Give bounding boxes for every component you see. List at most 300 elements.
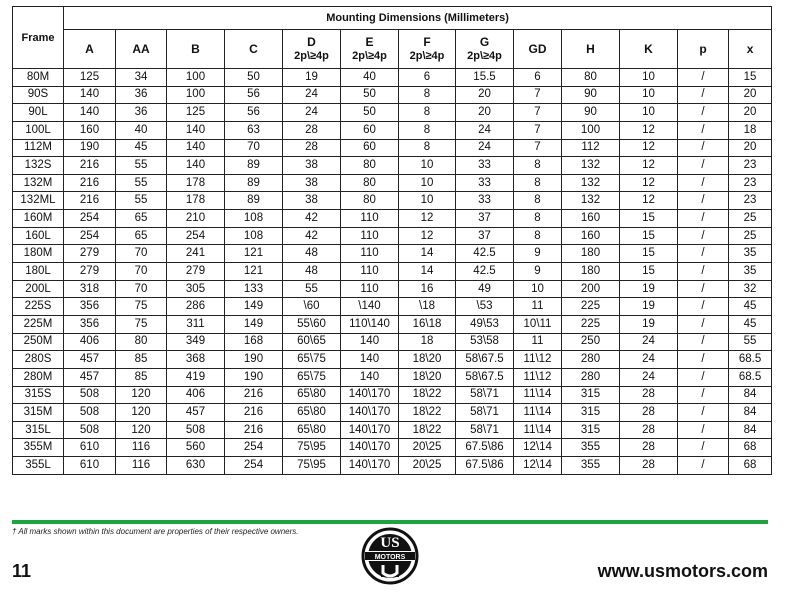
dimension-cell: 18\22 [399,421,456,439]
column-header-pole-note: 2p\≥4p [409,50,445,62]
dimension-cell: 7 [514,104,562,122]
dimension-cell: 84 [729,386,772,404]
dimension-cell: 28 [620,439,678,457]
table-row [13,439,772,457]
dimension-cell: / [678,368,729,386]
dimension-cell: 28 [620,386,678,404]
dimension-cell: 210 [167,210,225,228]
dimension-cell: 25 [729,227,772,245]
dimension-cell: 65\75 [283,368,341,386]
column-header-p [678,30,729,69]
dimension-cell: 16\18 [399,315,456,333]
dimension-cell: 178 [167,192,225,210]
dimension-cell: 49\53 [456,315,514,333]
frame-cell: 132ML [13,192,64,210]
dimension-cell: 8 [514,192,562,210]
dimension-cell: 65 [116,227,167,245]
dimension-cell: 508 [64,421,116,439]
table-row [13,421,772,439]
frame-cell: 160M [13,210,64,228]
table-row [13,245,772,263]
dimension-cell: 20 [729,86,772,104]
dimension-cell: 190 [64,139,116,157]
dimension-cell: / [678,263,729,281]
table-row [13,298,772,316]
dimension-cell: 24 [456,121,514,139]
dimension-cell: / [678,121,729,139]
dimension-cell: / [678,227,729,245]
dimension-cell: 457 [167,404,225,422]
dimension-cell: 12 [399,210,456,228]
dimension-cell: 368 [167,351,225,369]
dimension-cell: 140 [341,333,399,351]
frame-cell: 315S [13,386,64,404]
column-header-g [456,30,514,69]
dimension-cell: 20 [729,139,772,157]
dimension-cell: 38 [283,174,341,192]
dimension-cell: / [678,333,729,351]
dimension-cell: 70 [116,280,167,298]
dimension-cell: / [678,351,729,369]
dimension-cell: 355 [562,439,620,457]
dimension-cell: 90 [562,86,620,104]
frame-cell: 355L [13,457,64,475]
table-row [13,315,772,333]
dimension-cell: 110 [341,227,399,245]
dimension-cell: 58\71 [456,404,514,422]
dimension-cell: 140\170 [341,457,399,475]
dimension-cell: 8 [514,227,562,245]
dimension-cell: 419 [167,368,225,386]
dimension-cell: 315 [562,404,620,422]
column-header-a [64,30,116,69]
dimension-cell: 18 [399,333,456,351]
column-header-label: F [423,35,431,49]
dimension-cell: 28 [620,457,678,475]
frame-cell: 100L [13,121,64,139]
dimension-cell: / [678,421,729,439]
dimension-cell: 216 [64,192,116,210]
dimension-cell: 48 [283,245,341,263]
dimension-cell: 24 [620,333,678,351]
dimension-cell: 132 [562,192,620,210]
column-header-e [341,30,399,69]
dimension-cell: 457 [64,368,116,386]
dimension-cell: 279 [64,245,116,263]
frame-cell: 132M [13,174,64,192]
dimension-cell: 121 [225,245,283,263]
dimension-cell: 15 [620,263,678,281]
dimension-cell: 35 [729,245,772,263]
dimension-cell: 53\58 [456,333,514,351]
column-header-row [13,30,772,69]
dimension-cell: 241 [167,245,225,263]
dimension-cell: 90 [562,104,620,122]
dimension-cell: 28 [620,404,678,422]
dimension-cell: 75 [116,298,167,316]
dimension-cell: \140 [341,298,399,316]
dimension-cell: 35 [729,263,772,281]
dimension-cell: 89 [225,192,283,210]
dimension-cell: 75 [116,315,167,333]
dimension-cell: 50 [341,86,399,104]
dimension-cell: 140\170 [341,421,399,439]
dimension-cell: 190 [225,368,283,386]
dimension-cell: 100 [167,86,225,104]
dimension-cell: 132 [562,157,620,175]
dimension-cell: 70 [116,263,167,281]
dimension-cell: 40 [341,69,399,87]
dimension-cell: 305 [167,280,225,298]
dimension-cell: 508 [167,421,225,439]
frame-cell: 315L [13,421,64,439]
frame-cell: 180L [13,263,64,281]
dimension-cell: 10 [399,157,456,175]
column-header-aa [116,30,167,69]
table-row [13,174,772,192]
mounting-dimensions-table [12,6,772,475]
dimension-cell: 18\22 [399,404,456,422]
dimension-cell: 7 [514,139,562,157]
dimension-cell: 630 [167,457,225,475]
dimension-cell: 80 [341,174,399,192]
dimension-cell: 55\60 [283,315,341,333]
dimension-cell: 216 [225,404,283,422]
dimension-cell: 120 [116,386,167,404]
column-header-b [167,30,225,69]
dimension-cell: 20 [456,86,514,104]
dimension-cell: 23 [729,157,772,175]
dimension-cell: 70 [116,245,167,263]
dimension-cell: / [678,457,729,475]
table-row [13,263,772,281]
dimension-cell: 280 [562,368,620,386]
dimension-cell: / [678,139,729,157]
column-header-label: A [85,42,94,56]
column-header-k [620,30,678,69]
frame-cell: 250M [13,333,64,351]
dimension-cell: 25 [729,210,772,228]
dimension-cell: 67.5\86 [456,439,514,457]
dimension-cell: / [678,210,729,228]
frame-cell: 355M [13,439,64,457]
dimension-cell: 60\65 [283,333,341,351]
dimension-cell: / [678,315,729,333]
dimension-cell: 140\170 [341,404,399,422]
dimension-cell: 225 [562,298,620,316]
dimension-cell: 20 [456,104,514,122]
frame-cell: 132S [13,157,64,175]
dimension-cell: 140\170 [341,386,399,404]
dimension-cell: 110 [341,210,399,228]
dimension-cell: 68 [729,457,772,475]
table-row [13,69,772,87]
dimension-cell: 36 [116,104,167,122]
frame-cell: 90S [13,86,64,104]
frame-cell: 180M [13,245,64,263]
dimension-cell: 12 [620,139,678,157]
dimension-cell: 8 [399,139,456,157]
dimension-cell: 18 [729,121,772,139]
dimension-cell: 60 [341,139,399,157]
dimension-cell: 18\20 [399,368,456,386]
dimension-cell: 9 [514,245,562,263]
dimension-cell: 50 [341,104,399,122]
frame-cell: 315M [13,404,64,422]
dimension-cell: 116 [116,439,167,457]
dimension-cell: 7 [514,121,562,139]
dimension-cell: 112 [562,139,620,157]
dimension-cell: 9 [514,263,562,281]
dimension-cell: / [678,439,729,457]
dimension-cell: 121 [225,263,283,281]
dimension-cell: 140 [167,157,225,175]
dimension-cell: / [678,86,729,104]
dimension-cell: 254 [64,210,116,228]
dimension-cell: 8 [514,210,562,228]
dimension-cell: 250 [562,333,620,351]
frame-cell: 280M [13,368,64,386]
dimension-cell: 36 [116,86,167,104]
dimension-cell: / [678,192,729,210]
dimension-cell: 32 [729,280,772,298]
dimension-cell: 610 [64,457,116,475]
dimension-cell: 65\75 [283,351,341,369]
dimension-cell: 10 [620,104,678,122]
dimension-cell: 68.5 [729,351,772,369]
dimension-cell: 12 [399,227,456,245]
dimension-cell: 110 [341,263,399,281]
dimension-cell: 65 [116,210,167,228]
dimension-cell: 10 [399,174,456,192]
dimension-cell: 24 [283,86,341,104]
dimension-cell: 180 [562,245,620,263]
dimension-cell: 23 [729,192,772,210]
dimension-cell: 180 [562,263,620,281]
column-header-label: E [365,35,374,49]
table-row [13,333,772,351]
dimension-cell: 85 [116,351,167,369]
table-row [13,280,772,298]
table-row [13,86,772,104]
dimension-cell: 216 [225,421,283,439]
column-header-label: C [249,42,258,56]
dimension-cell: \53 [456,298,514,316]
dimension-cell: 84 [729,421,772,439]
column-header-d [283,30,341,69]
dimension-cell: 60 [341,121,399,139]
column-header-pole-note: 2p\≥4p [294,50,329,62]
dimension-cell: 149 [225,298,283,316]
dimension-cell: 216 [64,157,116,175]
dimension-cell: 140 [64,104,116,122]
dimension-cell: 8 [514,174,562,192]
column-header-c [225,30,283,69]
dimension-cell: 33 [456,192,514,210]
column-header-label: D [307,35,316,49]
page-number: 11 [12,561,32,581]
dimension-cell: 200 [562,280,620,298]
dimension-cell: 15 [620,210,678,228]
dimension-cell: 10 [399,192,456,210]
column-header-label: B [191,42,200,56]
dimension-cell: 63 [225,121,283,139]
dimension-cell: / [678,157,729,175]
dimension-cell: 125 [167,104,225,122]
logo-motors-text: MOTORS [374,554,406,561]
dimension-cell: 89 [225,157,283,175]
dimension-cell: 89 [225,174,283,192]
dimension-cell: 160 [64,121,116,139]
logo-us-letters: US [380,535,400,551]
dimension-cell: 50 [225,69,283,87]
dimension-cell: 160 [562,210,620,228]
dimension-cell: / [678,104,729,122]
dimension-cell: 55 [116,174,167,192]
dimension-cell: 58\71 [456,421,514,439]
frame-cell: 225S [13,298,64,316]
table-row [13,351,772,369]
dimension-cell: 355 [562,457,620,475]
table-row [13,368,772,386]
dimension-cell: 55 [729,333,772,351]
dimension-cell: 58\71 [456,386,514,404]
website-url[interactable]: www.usmotors.com [597,561,768,581]
dimension-cell: 75\95 [283,457,341,475]
column-header-label: AA [132,42,150,56]
dimension-cell: 120 [116,421,167,439]
dimension-cell: 42 [283,227,341,245]
dimension-cell: 19 [620,280,678,298]
dimension-cell: 28 [620,421,678,439]
column-header-label: G [479,35,490,49]
dimension-cell: 20\25 [399,457,456,475]
table-row [13,157,772,175]
dimension-cell: 19 [283,69,341,87]
dimension-cell: 45 [729,298,772,316]
dimension-cell: 68 [729,439,772,457]
dimension-cell: 80 [341,157,399,175]
dimension-cell: 116 [116,457,167,475]
column-header-label: H [586,42,595,56]
dimension-cell: 48 [283,263,341,281]
dimension-cell: / [678,280,729,298]
dimension-cell: 11\14 [514,404,562,422]
dimension-cell: 37 [456,227,514,245]
dimension-cell: 108 [225,227,283,245]
dimension-cell: 34 [116,69,167,87]
dimension-cell: 80 [562,69,620,87]
dimension-cell: 279 [167,263,225,281]
dimension-cell: 42 [283,210,341,228]
dimension-cell: 279 [64,263,116,281]
dimension-cell: 24 [620,368,678,386]
frame-cell: 112M [13,139,64,157]
dimension-cell: 140 [167,121,225,139]
column-header-pole-note: 2p\≥4p [352,50,387,62]
column-header-h [562,30,620,69]
dimension-cell: 8 [514,157,562,175]
dimension-cell: 19 [620,315,678,333]
dimension-cell: 55 [116,157,167,175]
table-row [13,192,772,210]
dimension-cell: 28 [283,139,341,157]
dimension-cell: \18 [399,298,456,316]
dimension-cell: 12 [620,121,678,139]
dimension-cell: 8 [399,121,456,139]
dimension-cell: 12 [620,174,678,192]
dimension-cell: 216 [225,386,283,404]
table-row [13,210,772,228]
dimension-cell: 225 [562,315,620,333]
dimension-cell: 140 [341,368,399,386]
table-row [13,121,772,139]
table-row [13,386,772,404]
column-header-label: p [699,42,707,56]
dimension-cell: 15.5 [456,69,514,87]
dimension-cell: 356 [64,298,116,316]
dimension-cell: / [678,404,729,422]
dimension-cell: 110 [341,245,399,263]
dimension-cell: 23 [729,174,772,192]
dimension-cell: \60 [283,298,341,316]
us-motors-logo [361,527,419,585]
dimension-cell: 6 [514,69,562,87]
dimension-cell: 140 [64,86,116,104]
dimension-cell: 12 [620,192,678,210]
trademark-footnote: † All marks shown within this document are properties of their respective owners. [12,527,299,536]
dimension-cell: 49 [456,280,514,298]
column-header-pole-note: 2p\≥4p [467,50,502,62]
dimension-cell: 28 [283,121,341,139]
dimension-cell: 315 [562,386,620,404]
dimension-cell: 190 [225,351,283,369]
column-header-gd [514,30,562,69]
dimension-cell: 24 [283,104,341,122]
dimension-cell: 68.5 [729,368,772,386]
dimension-cell: 10\11 [514,315,562,333]
column-header-f [399,30,456,69]
dimension-cell: 11\12 [514,368,562,386]
dimension-cell: 406 [167,386,225,404]
dimension-cell: 10 [514,280,562,298]
dimension-cell: / [678,245,729,263]
dimension-cell: 406 [64,333,116,351]
dimension-cell: 8 [399,104,456,122]
dimension-cell: 12\14 [514,457,562,475]
dimension-cell: 75\95 [283,439,341,457]
dimension-cell: 280 [562,351,620,369]
dimension-cell: 65\80 [283,404,341,422]
dimension-cell: 160 [562,227,620,245]
table-row [13,139,772,157]
frame-cell: 90L [13,104,64,122]
dimension-cell: 33 [456,157,514,175]
dimension-cell: 108 [225,210,283,228]
dimension-cell: 610 [64,439,116,457]
dimension-cell: 254 [225,439,283,457]
column-header-x [729,30,772,69]
dimension-cell: 10 [620,86,678,104]
dimension-cell: 18\22 [399,386,456,404]
dimension-cell: 67.5\86 [456,457,514,475]
dimension-cell: 10 [620,69,678,87]
dimension-cell: 149 [225,315,283,333]
table-body [13,69,772,475]
dimension-cell: 58\67.5 [456,368,514,386]
dimension-cell: 508 [64,404,116,422]
dimension-cell: 55 [283,280,341,298]
